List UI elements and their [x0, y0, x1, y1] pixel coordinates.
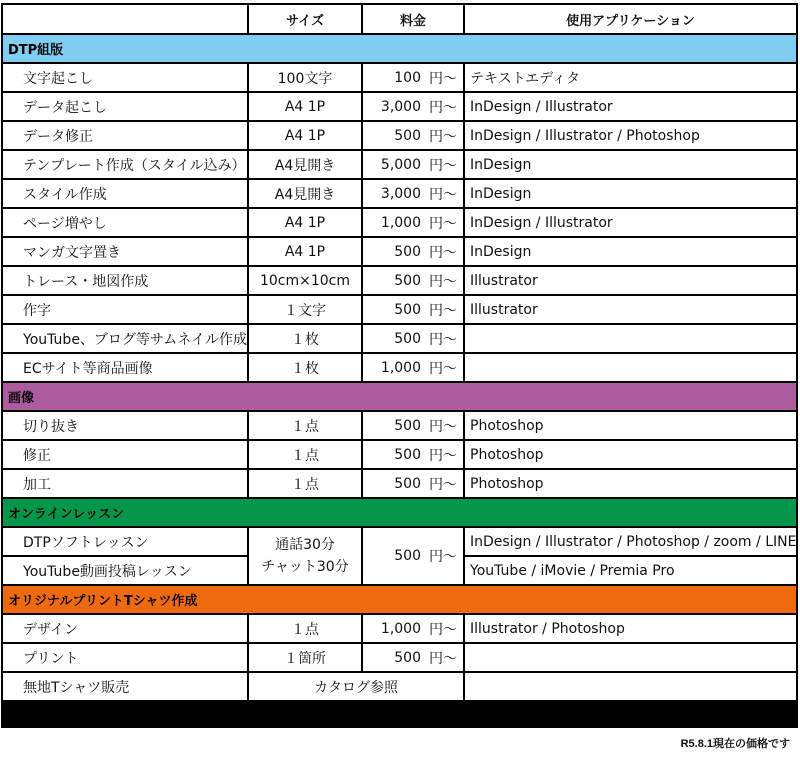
- size-line: 通話30分: [275, 537, 335, 553]
- apps-cell: InDesign / Illustrator / Photoshop: [465, 122, 796, 151]
- yen-unit: 円〜: [429, 186, 457, 203]
- apps-cell: Photoshop: [465, 470, 796, 499]
- price-value: 500: [394, 446, 421, 463]
- section-title: DTP組版: [3, 35, 796, 64]
- table-row: [3, 441, 796, 470]
- size-cell: A4見開き: [249, 180, 363, 209]
- service-name: ページ増やし: [3, 209, 249, 238]
- price-value: 1,000: [380, 620, 421, 637]
- table-row: [3, 354, 796, 383]
- price-cell: [363, 528, 465, 586]
- price-cell: [363, 615, 465, 644]
- table-row: [3, 325, 796, 354]
- price-value: 500: [394, 243, 421, 260]
- price-cell: [363, 296, 465, 325]
- yen-unit: 円〜: [429, 621, 457, 638]
- price-cell: [363, 151, 465, 180]
- apps-cell: Photoshop: [465, 441, 796, 470]
- yen-unit: 円〜: [429, 331, 457, 348]
- size-cell: １文字: [249, 296, 363, 325]
- table-row: [3, 673, 796, 700]
- size-cell: 100文字: [249, 64, 363, 93]
- service-name: マンガ文字置き: [3, 238, 249, 267]
- price-cell: [363, 209, 465, 238]
- size-cell: １箇所: [249, 644, 363, 673]
- price-cell: [363, 93, 465, 122]
- yen-unit: 円〜: [429, 302, 457, 319]
- size-cell: １点: [249, 441, 363, 470]
- apps-cell: [465, 325, 796, 354]
- size-cell: １点: [249, 412, 363, 441]
- price-value: 500: [394, 301, 421, 318]
- table-row: [3, 64, 796, 93]
- service-name: YouTube、ブログ等サムネイル作成: [3, 325, 249, 354]
- apps-cell: InDesign / Illustrator: [465, 93, 796, 122]
- service-name: スタイル作成: [3, 180, 249, 209]
- service-name: デザイン: [3, 615, 249, 644]
- apps-cell: Photoshop: [465, 412, 796, 441]
- table-row: [3, 122, 796, 151]
- section-title: オリジナルプリントTシャツ作成: [3, 586, 796, 615]
- price-value: 500: [394, 272, 421, 289]
- section-header-online: [3, 499, 796, 528]
- price-value: 3,000: [380, 185, 421, 202]
- table-row: [3, 644, 796, 673]
- service-name: トレース・地図作成: [3, 267, 249, 296]
- price-cell: [363, 64, 465, 93]
- yen-unit: 円〜: [429, 549, 457, 565]
- price-table: [3, 5, 796, 700]
- yen-unit: 円〜: [429, 70, 457, 87]
- service-name: YouTube動画投稿レッスン: [3, 557, 249, 586]
- header-blank: [3, 5, 249, 35]
- price-value: 500: [394, 417, 421, 434]
- price-value: 5,000: [380, 156, 421, 173]
- size-line: チャット30分: [261, 559, 349, 575]
- yen-unit: 円〜: [429, 418, 457, 435]
- price-date-note: R5.8.1現在の価格です: [680, 738, 790, 750]
- size-cell: A4 1P: [249, 209, 363, 238]
- price-value: 3,000: [380, 98, 421, 115]
- price-value: 100: [394, 69, 421, 86]
- service-name: DTPソフトレッスン: [3, 528, 249, 557]
- yen-unit: 円〜: [429, 447, 457, 464]
- yen-unit: 円〜: [429, 650, 457, 667]
- size-cell: A4見開き: [249, 151, 363, 180]
- yen-unit: 円〜: [429, 360, 457, 377]
- table-row: [3, 151, 796, 180]
- price-cell: [363, 354, 465, 383]
- price-value: 500: [394, 330, 421, 347]
- price-value: 1,000: [380, 359, 421, 376]
- header-apps: 使用アプリケーション: [465, 5, 796, 35]
- service-name: テンプレート作成（スタイル込み）: [3, 151, 249, 180]
- section-title: オンラインレッスン: [3, 499, 796, 528]
- price-value: 500: [394, 475, 421, 492]
- price-cell: [363, 122, 465, 151]
- price-cell: [363, 267, 465, 296]
- apps-cell: InDesign: [465, 238, 796, 267]
- service-name: 加工: [3, 470, 249, 499]
- apps-cell: InDesign: [465, 151, 796, 180]
- header-price: 料金: [363, 5, 465, 35]
- table-row: [3, 528, 796, 557]
- service-name: 無地Tシャツ販売: [3, 673, 249, 700]
- price-cell: [363, 441, 465, 470]
- table-header-row: [3, 5, 796, 35]
- price-cell: [363, 325, 465, 354]
- size-cell: [249, 528, 363, 586]
- service-name: プリント: [3, 644, 249, 673]
- apps-cell: YouTube / iMovie / Premia Pro: [465, 557, 796, 586]
- table-row: [3, 93, 796, 122]
- price-value: 500: [394, 127, 421, 144]
- price-cell: [363, 644, 465, 673]
- service-name: 文字起こし: [3, 64, 249, 93]
- size-cell: A4 1P: [249, 93, 363, 122]
- table-row: [3, 296, 796, 325]
- size-cell: １点: [249, 615, 363, 644]
- price-cell: [363, 412, 465, 441]
- yen-unit: 円〜: [429, 157, 457, 174]
- size-cell: １枚: [249, 354, 363, 383]
- catalog-note: カタログ参照: [249, 673, 465, 700]
- apps-cell: InDesign / Illustrator: [465, 209, 796, 238]
- service-name: 切り抜き: [3, 412, 249, 441]
- price-table-frame: [1, 3, 798, 728]
- price-value: 500: [394, 649, 421, 666]
- price-value: 1,000: [380, 214, 421, 231]
- section-header-original: [3, 586, 796, 615]
- apps-cell: [465, 354, 796, 383]
- yen-unit: 円〜: [429, 99, 457, 116]
- apps-cell: Illustrator / Photoshop: [465, 615, 796, 644]
- yen-unit: 円〜: [429, 128, 457, 145]
- table-row: [3, 209, 796, 238]
- table-row: [3, 238, 796, 267]
- apps-cell: [465, 673, 796, 700]
- service-name: 作字: [3, 296, 249, 325]
- yen-unit: 円〜: [429, 244, 457, 261]
- table-row: [3, 412, 796, 441]
- size-cell: １枚: [249, 325, 363, 354]
- apps-cell: InDesign: [465, 180, 796, 209]
- table-row: [3, 267, 796, 296]
- section-header-dtp: [3, 35, 796, 64]
- price-cell: [363, 180, 465, 209]
- size-cell: 10cm×10cm: [249, 267, 363, 296]
- service-name: ECサイト等商品画像: [3, 354, 249, 383]
- yen-unit: 円〜: [429, 215, 457, 232]
- apps-cell: Illustrator: [465, 296, 796, 325]
- service-name: データ修正: [3, 122, 249, 151]
- size-cell: A4 1P: [249, 238, 363, 267]
- apps-cell: [465, 644, 796, 673]
- table-row: [3, 180, 796, 209]
- header-size: サイズ: [249, 5, 363, 35]
- apps-cell: Illustrator: [465, 267, 796, 296]
- price-cell: [363, 470, 465, 499]
- service-name: データ起こし: [3, 93, 249, 122]
- size-cell: １点: [249, 470, 363, 499]
- table-row: [3, 470, 796, 499]
- service-name: 修正: [3, 441, 249, 470]
- size-cell: A4 1P: [249, 122, 363, 151]
- yen-unit: 円〜: [429, 476, 457, 493]
- yen-unit: 円〜: [429, 273, 457, 290]
- apps-cell: テキストエディタ: [465, 64, 796, 93]
- table-row: [3, 615, 796, 644]
- apps-cell: InDesign / Illustrator / Photoshop / zoom / LINE: [465, 528, 796, 557]
- section-header-image: [3, 383, 796, 412]
- price-value: 500: [394, 548, 421, 564]
- price-cell: [363, 238, 465, 267]
- section-title: 画像: [3, 383, 796, 412]
